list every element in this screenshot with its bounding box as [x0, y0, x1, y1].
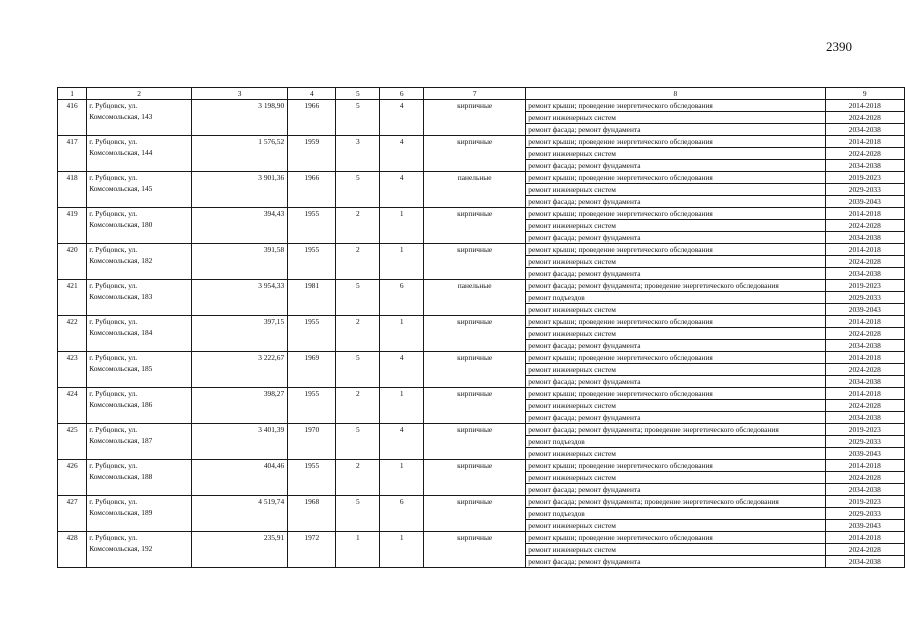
total-area: 394,43 — [192, 208, 288, 244]
repair-work: ремонт крыши; проведение энергетического обследования — [526, 136, 825, 148]
address: г. Рубцовск, ул. Комсомольская, 145 — [87, 172, 192, 208]
wall-material: панельные — [424, 172, 526, 208]
repair-work: ремонт фасада; ремонт фундамента — [526, 232, 825, 244]
repair-period: 2014-2018 — [825, 136, 904, 148]
table-row — [58, 424, 905, 436]
repair-work: ремонт фасада; ремонт фундамента — [526, 160, 825, 172]
repair-work: ремонт крыши; проведение энергетического обследования — [526, 460, 825, 472]
entrances-count: 4 — [380, 100, 424, 136]
repair-work: ремонт крыши; проведение энергетического обследования — [526, 352, 825, 364]
column-number: 1 — [58, 88, 87, 100]
repair-work: ремонт инженерных систем — [526, 472, 825, 484]
floors-count: 5 — [336, 424, 380, 460]
floors-count: 5 — [336, 280, 380, 316]
repair-period: 2034-2038 — [825, 268, 904, 280]
floors-count: 5 — [336, 496, 380, 532]
floors-count: 2 — [336, 208, 380, 244]
address: г. Рубцовск, ул. Комсомольская, 144 — [87, 136, 192, 172]
repair-period: 2024-2028 — [825, 328, 904, 340]
column-number: 8 — [526, 88, 825, 100]
table-row — [58, 100, 905, 112]
address: г. Рубцовск, ул. Комсомольская, 180 — [87, 208, 192, 244]
table-row — [58, 172, 905, 184]
entrances-count: 1 — [380, 316, 424, 352]
total-area: 404,46 — [192, 460, 288, 496]
repair-period: 2024-2028 — [825, 400, 904, 412]
construction-year: 1972 — [288, 532, 336, 568]
repair-period: 2024-2028 — [825, 364, 904, 376]
table-row — [58, 496, 905, 508]
repair-work: ремонт инженерных систем — [526, 304, 825, 316]
total-area: 3 901,36 — [192, 172, 288, 208]
page-number: 2390 — [826, 39, 852, 54]
table-body — [58, 88, 905, 568]
wall-material: кирпичные — [424, 460, 526, 496]
repair-period: 2019-2023 — [825, 424, 904, 436]
construction-year: 1969 — [288, 352, 336, 388]
repair-work: ремонт крыши; проведение энергетического обследования — [526, 172, 825, 184]
address: г. Рубцовск, ул. Комсомольская, 192 — [87, 532, 192, 568]
wall-material: панельные — [424, 280, 526, 316]
column-number: 6 — [380, 88, 424, 100]
repair-period: 2039-2043 — [825, 448, 904, 460]
record-number: 420 — [58, 244, 87, 280]
construction-year: 1959 — [288, 136, 336, 172]
repair-schedule-table — [57, 87, 905, 568]
total-area: 3 401,39 — [192, 424, 288, 460]
entrances-count: 1 — [380, 244, 424, 280]
wall-material: кирпичные — [424, 100, 526, 136]
record-number: 428 — [58, 532, 87, 568]
floors-count: 1 — [336, 532, 380, 568]
address: г. Рубцовск, ул. Комсомольская, 183 — [87, 280, 192, 316]
table-row — [58, 532, 905, 544]
repair-period: 2029-2033 — [825, 292, 904, 304]
repair-work: ремонт фасада; ремонт фундамента — [526, 376, 825, 388]
repair-work: ремонт инженерных систем — [526, 256, 825, 268]
address: г. Рубцовск, ул. Комсомольская, 182 — [87, 244, 192, 280]
construction-year: 1955 — [288, 388, 336, 424]
repair-work: ремонт инженерных систем — [526, 520, 825, 532]
entrances-count: 4 — [380, 172, 424, 208]
record-number: 425 — [58, 424, 87, 460]
record-number: 423 — [58, 352, 87, 388]
record-number: 416 — [58, 100, 87, 136]
repair-work: ремонт фасада; ремонт фундамента; проведение энергетического обследования — [526, 424, 825, 436]
table-row — [58, 352, 905, 364]
repair-period: 2019-2023 — [825, 280, 904, 292]
wall-material: кирпичные — [424, 136, 526, 172]
repair-work: ремонт инженерных систем — [526, 148, 825, 160]
entrances-count: 1 — [380, 388, 424, 424]
record-number: 419 — [58, 208, 87, 244]
repair-period: 2024-2028 — [825, 256, 904, 268]
address: г. Рубцовск, ул. Комсомольская, 143 — [87, 100, 192, 136]
repair-period: 2014-2018 — [825, 316, 904, 328]
repair-work: ремонт крыши; проведение энергетического обследования — [526, 208, 825, 220]
repair-work: ремонт инженерных систем — [526, 184, 825, 196]
total-area: 235,91 — [192, 532, 288, 568]
repair-work: ремонт фасада; ремонт фундамента — [526, 412, 825, 424]
record-number: 426 — [58, 460, 87, 496]
repair-period: 2024-2028 — [825, 112, 904, 124]
total-area: 1 576,52 — [192, 136, 288, 172]
repair-work: ремонт фасада; ремонт фундамента — [526, 268, 825, 280]
repair-period: 2034-2038 — [825, 340, 904, 352]
repair-work: ремонт инженерных систем — [526, 448, 825, 460]
floors-count: 5 — [336, 100, 380, 136]
table-row — [58, 280, 905, 292]
repair-work: ремонт инженерных систем — [526, 220, 825, 232]
repair-period: 2014-2018 — [825, 532, 904, 544]
total-area: 397,15 — [192, 316, 288, 352]
repair-work: ремонт инженерных систем — [526, 112, 825, 124]
repair-period: 2029-2033 — [825, 508, 904, 520]
construction-year: 1966 — [288, 172, 336, 208]
record-number: 418 — [58, 172, 87, 208]
wall-material: кирпичные — [424, 532, 526, 568]
repair-period: 2029-2033 — [825, 184, 904, 196]
table-row — [58, 208, 905, 220]
table-row — [58, 388, 905, 400]
entrances-count: 1 — [380, 532, 424, 568]
construction-year: 1955 — [288, 460, 336, 496]
total-area: 4 519,74 — [192, 496, 288, 532]
address: г. Рубцовск, ул. Комсомольская, 185 — [87, 352, 192, 388]
floors-count: 5 — [336, 172, 380, 208]
floors-count: 2 — [336, 388, 380, 424]
total-area: 398,27 — [192, 388, 288, 424]
repair-work: ремонт фасада; ремонт фундамента — [526, 556, 825, 568]
repair-period: 2034-2038 — [825, 412, 904, 424]
floors-count: 2 — [336, 316, 380, 352]
entrances-count: 4 — [380, 352, 424, 388]
repair-work: ремонт инженерных систем — [526, 328, 825, 340]
entrances-count: 1 — [380, 208, 424, 244]
floors-count: 3 — [336, 136, 380, 172]
repair-period: 2014-2018 — [825, 100, 904, 112]
repair-work: ремонт фасада; ремонт фундамента; проведение энергетического обследования — [526, 496, 825, 508]
table-row — [58, 244, 905, 256]
repair-period: 2039-2043 — [825, 520, 904, 532]
construction-year: 1966 — [288, 100, 336, 136]
repair-work: ремонт крыши; проведение энергетического обследования — [526, 100, 825, 112]
repair-period: 2014-2018 — [825, 352, 904, 364]
column-number: 3 — [192, 88, 288, 100]
table-row — [58, 316, 905, 328]
repair-period: 2019-2023 — [825, 172, 904, 184]
construction-year: 1955 — [288, 208, 336, 244]
repair-work: ремонт фасада; ремонт фундамента — [526, 124, 825, 136]
record-number: 421 — [58, 280, 87, 316]
repair-work: ремонт фасада; ремонт фундамента; проведение энергетического обследования — [526, 280, 825, 292]
repair-work: ремонт инженерных систем — [526, 544, 825, 556]
entrances-count: 4 — [380, 424, 424, 460]
repair-work: ремонт фасада; ремонт фундамента — [526, 340, 825, 352]
column-number: 4 — [288, 88, 336, 100]
repair-period: 2039-2043 — [825, 304, 904, 316]
total-area: 391,58 — [192, 244, 288, 280]
column-number: 2 — [87, 88, 192, 100]
repair-period: 2034-2038 — [825, 232, 904, 244]
floors-count: 2 — [336, 460, 380, 496]
repair-work: ремонт инженерных систем — [526, 364, 825, 376]
record-number: 424 — [58, 388, 87, 424]
table-row — [58, 460, 905, 472]
entrances-count: 6 — [380, 280, 424, 316]
repair-period: 2014-2018 — [825, 208, 904, 220]
wall-material: кирпичные — [424, 388, 526, 424]
repair-work: ремонт фасада; ремонт фундамента — [526, 484, 825, 496]
total-area: 3 198,90 — [192, 100, 288, 136]
repair-period: 2029-2033 — [825, 436, 904, 448]
repair-period: 2034-2038 — [825, 484, 904, 496]
repair-period: 2024-2028 — [825, 544, 904, 556]
column-number: 5 — [336, 88, 380, 100]
address: г. Рубцовск, ул. Комсомольская, 186 — [87, 388, 192, 424]
construction-year: 1955 — [288, 244, 336, 280]
repair-work: ремонт крыши; проведение энергетического обследования — [526, 244, 825, 256]
record-number: 422 — [58, 316, 87, 352]
repair-work: ремонт инженерных систем — [526, 400, 825, 412]
column-number: 7 — [424, 88, 526, 100]
entrances-count: 6 — [380, 496, 424, 532]
construction-year: 1970 — [288, 424, 336, 460]
total-area: 3 954,33 — [192, 280, 288, 316]
repair-period: 2014-2018 — [825, 388, 904, 400]
repair-period: 2014-2018 — [825, 460, 904, 472]
repair-period: 2034-2038 — [825, 376, 904, 388]
wall-material: кирпичные — [424, 424, 526, 460]
table-row — [58, 136, 905, 148]
entrances-count: 4 — [380, 136, 424, 172]
construction-year: 1981 — [288, 280, 336, 316]
address: г. Рубцовск, ул. Комсомольская, 184 — [87, 316, 192, 352]
repair-work: ремонт крыши; проведение энергетического обследования — [526, 388, 825, 400]
repair-period: 2024-2028 — [825, 220, 904, 232]
wall-material: кирпичные — [424, 208, 526, 244]
address: г. Рубцовск, ул. Комсомольская, 187 — [87, 424, 192, 460]
floors-count: 5 — [336, 352, 380, 388]
repair-work: ремонт фасада; ремонт фундамента — [526, 196, 825, 208]
record-number: 427 — [58, 496, 87, 532]
repair-period: 2024-2028 — [825, 148, 904, 160]
wall-material: кирпичные — [424, 352, 526, 388]
entrances-count: 1 — [380, 460, 424, 496]
address: г. Рубцовск, ул. Комсомольская, 188 — [87, 460, 192, 496]
repair-period: 2034-2038 — [825, 160, 904, 172]
repair-work: ремонт крыши; проведение энергетического обследования — [526, 316, 825, 328]
construction-year: 1955 — [288, 316, 336, 352]
repair-period: 2034-2038 — [825, 556, 904, 568]
address: г. Рубцовск, ул. Комсомольская, 189 — [87, 496, 192, 532]
column-number-row — [58, 88, 905, 100]
repair-work: ремонт крыши; проведение энергетического обследования — [526, 532, 825, 544]
floors-count: 2 — [336, 244, 380, 280]
wall-material: кирпичные — [424, 496, 526, 532]
wall-material: кирпичные — [424, 316, 526, 352]
repair-work: ремонт подъездов — [526, 508, 825, 520]
total-area: 3 222,67 — [192, 352, 288, 388]
column-number: 9 — [825, 88, 904, 100]
repair-period: 2019-2023 — [825, 496, 904, 508]
wall-material: кирпичные — [424, 244, 526, 280]
construction-year: 1968 — [288, 496, 336, 532]
repair-period: 2014-2018 — [825, 244, 904, 256]
repair-work: ремонт подъездов — [526, 292, 825, 304]
repair-work: ремонт подъездов — [526, 436, 825, 448]
record-number: 417 — [58, 136, 87, 172]
repair-period: 2024-2028 — [825, 472, 904, 484]
repair-period: 2034-2038 — [825, 124, 904, 136]
repair-period: 2039-2043 — [825, 196, 904, 208]
